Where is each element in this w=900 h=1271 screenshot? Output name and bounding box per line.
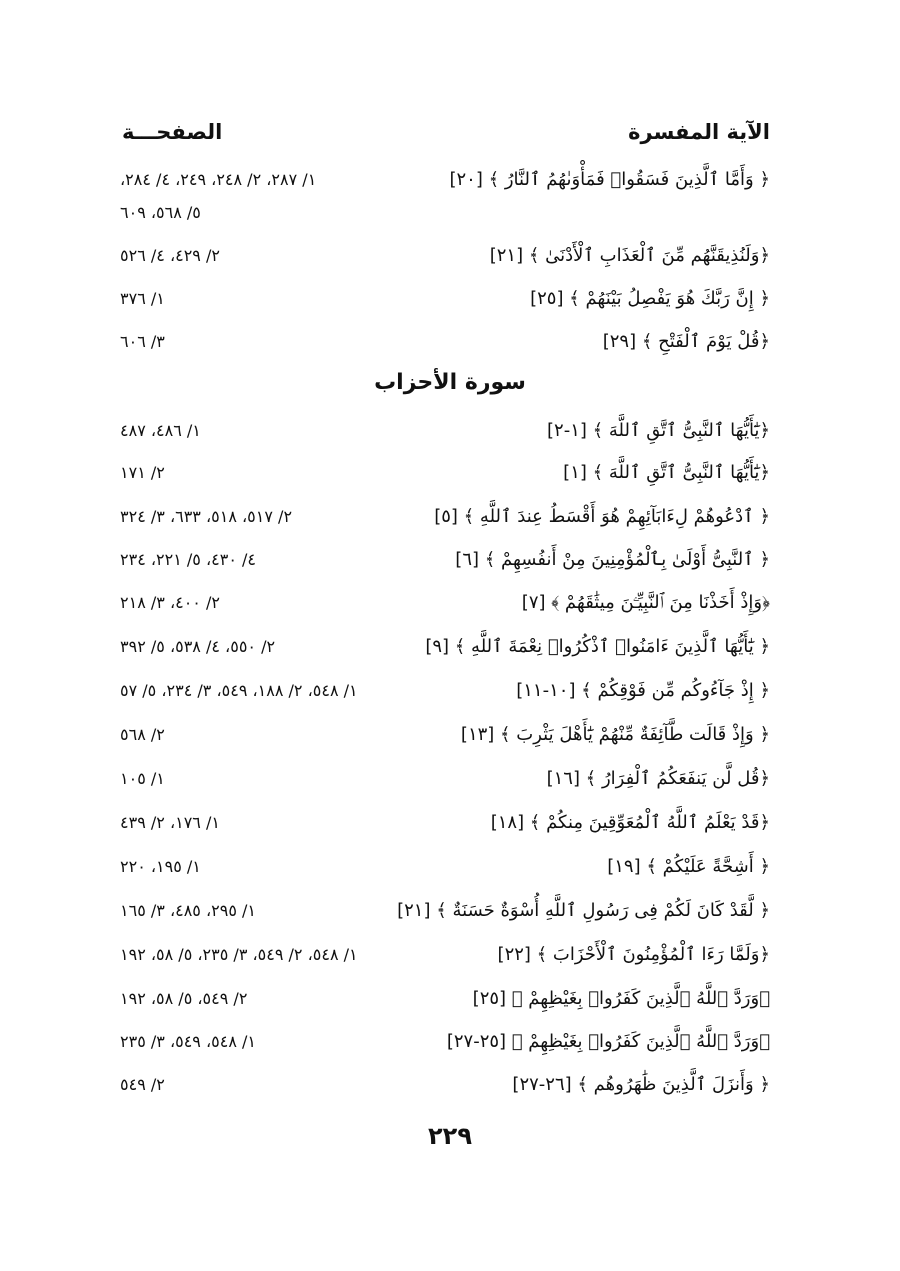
index-row xyxy=(120,806,770,840)
verse-text: ﴿قُلْ يَوْمَ ٱلْفَتْحِ ﴾ [٢٩] xyxy=(602,331,770,352)
verse-column-header: الآية المفسرة xyxy=(628,120,770,144)
page-refs: ١/ ١٩٥، ٢٢٠ xyxy=(120,857,201,876)
index-row xyxy=(120,762,770,796)
index-row xyxy=(120,543,770,577)
index-row xyxy=(120,894,770,928)
verse-text: ﴿ إِنَّ رَبَّكَ هُوَ يَفْصِلُ بَيْنَهُمْ ﴾ [٢٥] xyxy=(530,288,770,309)
index-row xyxy=(120,325,770,359)
page-refs: ٢/ ٥٥٠، ٤/ ٥٣٨، ٥/ ٣٩٢ xyxy=(120,637,276,656)
page-refs: ٢/ ٤٠٠، ٣/ ٢١٨ xyxy=(120,593,220,612)
verse-text: ﴿وَرَدَّ ٱللَّهُ ٱلَّذِينَ كَفَرُوا۟ بِغَيْظِهِمْ ﴾ [٢٥] xyxy=(472,988,770,1009)
page-refs: ٢/ ١٧١ xyxy=(120,463,165,482)
verse-text: ﴿قَدْ يَعْلَمُ ٱللَّهُ ٱلْمُعَوِّقِينَ مِنكُمْ ﴾ [١٨] xyxy=(490,812,770,833)
verse-text: ﴿وَلَمَّا رَءَا ٱلْمُؤْمِنُونَ ٱلْأَحْزَابَ ﴾ [٢٢] xyxy=(497,944,770,965)
verse-text: ﴿يَٰٓأَيُّهَا ٱلنَّبِىُّ ٱتَّقِ ٱللَّهَ ﴾ [١-٢] xyxy=(547,420,770,441)
verse-text: ﴿ وَإِذْ قَالَت طَّآئِفَةٌ مِّنْهُمْ يَٰٓأَهْلَ يَثْرِبَ ﴾ [١٣] xyxy=(460,724,770,745)
verse-text: ﴿يَٰٓأَيُّهَا ٱلنَّبِىُّ ٱتَّقِ ٱللَّهَ ﴾ [١] xyxy=(563,462,770,483)
index-row xyxy=(120,1025,770,1059)
index-row xyxy=(120,163,770,197)
index-row xyxy=(120,239,770,273)
verse-text: ﴿وَلَنُذِيقَنَّهُم مِّنَ ٱلْعَذَابِ ٱلْأَدْنَىٰ ﴾ [٢١] xyxy=(489,245,770,266)
page-refs: ١/ ٥٤٨، ٢/ ٥٤٩، ٣/ ٢٣٥، ٥/ ٥٨، ١٩٢ xyxy=(120,945,358,964)
index-row xyxy=(120,500,770,534)
page-number: ٢٢٩ xyxy=(428,1122,472,1150)
verse-text: ﴿ ٱلنَّبِىُّ أَوْلَىٰ بِٱلْمُؤْمِنِينَ مِنْ أَنفُسِهِمْ ﴾ [٦] xyxy=(455,549,770,570)
page-refs: ١/ ٣٧٦ xyxy=(120,289,165,308)
verse-text: ﴿ إِذْ جَآءُوكُم مِّن فَوْقِكُمْ ﴾ [١٠-١١] xyxy=(516,680,770,701)
page-column-header: الصفحـــة xyxy=(122,120,223,144)
page-refs: ٢/ ٥٦٨ xyxy=(120,725,165,744)
index-row xyxy=(120,850,770,884)
page-refs: ١/ ٢٨٧، ٢/ ٢٤٨، ٢٤٩، ٤/ ٢٨٤، xyxy=(120,170,317,189)
index-row xyxy=(120,1068,770,1102)
page-refs: ٢/ ٥٤٩، ٥/ ٥٨، ١٩٢ xyxy=(120,989,248,1008)
page-refs-continued: ٥/ ٥٦٨، ٦٠٩ xyxy=(120,203,201,222)
index-row xyxy=(120,456,770,490)
verse-text: ﴿ وَأَمَّا ٱلَّذِينَ فَسَقُوا۟ فَمَأْوَىٰهُمُ ٱلنَّارُ ﴾ [٢٠] xyxy=(449,169,770,190)
page-refs: ٢/ ٤٢٩، ٤/ ٥٢٦ xyxy=(120,246,220,265)
index-row xyxy=(120,630,770,664)
page-refs: ١/ ١٧٦، ٢/ ٤٣٩ xyxy=(120,813,220,832)
verse-text: ﴿ وَأَنزَلَ ٱلَّذِينَ ظَٰهَرُوهُم ﴾ [٢٦-٢٧] xyxy=(512,1074,770,1095)
verse-text: ﴿وَإِذْ أَخَذْنَا مِنَ ٱلنَّبِيِّـۧنَ مِيثَٰقَهُمْ ﴾ [٧] xyxy=(521,592,770,613)
page-refs: ٢/ ٥٤٩ xyxy=(120,1075,165,1094)
page-refs: ٢/ ٥١٧، ٥١٨، ٦٣٣، ٣/ ٣٢٤ xyxy=(120,507,293,526)
page-refs: ١/ ٢٩٥، ٤٨٥، ٣/ ١٦٥ xyxy=(120,901,256,920)
surah-title: سورة الأحزاب xyxy=(374,370,526,395)
verse-text: ﴿قُل لَّن يَنفَعَكُمُ ٱلْفِرَارُ ﴾ [١٦] xyxy=(546,768,770,789)
verse-text: ﴿ أَشِحَّةً عَلَيْكُمْ ﴾ [١٩] xyxy=(607,856,770,877)
index-row xyxy=(120,938,770,972)
verse-text: ﴿ لَّقَدْ كَانَ لَكُمْ فِى رَسُولِ ٱللَّهِ أُسْوَةٌ حَسَنَةٌ ﴾ [٢١] xyxy=(397,900,770,921)
index-row xyxy=(120,586,770,620)
page-refs: ١/ ٤٨٦، ٤٨٧ xyxy=(120,421,201,440)
page-refs: ١/ ٥٤٨، ٢/ ١٨٨، ٥٤٩، ٣/ ٢٣٤، ٥/ ٥٧ xyxy=(120,681,358,700)
index-row xyxy=(120,718,770,752)
page-refs: ١/ ١٠٥ xyxy=(120,769,165,788)
index-row xyxy=(120,982,770,1016)
page-refs: ٤/ ٤٣٠، ٥/ ٢٢١، ٢٣٤ xyxy=(120,550,256,569)
page-refs: ٣/ ٦٠٦ xyxy=(120,332,165,351)
index-row xyxy=(120,282,770,316)
index-row xyxy=(120,674,770,708)
verse-text: ﴿ ٱدْعُوهُمْ لِءَابَآئِهِمْ هُوَ أَقْسَطُ عِندَ ٱللَّهِ ﴾ [٥] xyxy=(434,506,770,527)
index-row xyxy=(120,414,770,448)
page-refs: ١/ ٥٤٨، ٥٤٩، ٣/ ٢٣٥ xyxy=(120,1032,256,1051)
verse-text: ﴿ يَٰٓأَيُّهَا ٱلَّذِينَ ءَامَنُوا۟ ٱذْكُرُوا۟ نِعْمَةَ ٱللَّهِ ﴾ [٩] xyxy=(425,636,770,657)
verse-text: ﴿وَرَدَّ ٱللَّهُ ٱلَّذِينَ كَفَرُوا۟ بِغَيْظِهِمْ ﴾ [٢٥-٢٧] xyxy=(446,1031,770,1052)
